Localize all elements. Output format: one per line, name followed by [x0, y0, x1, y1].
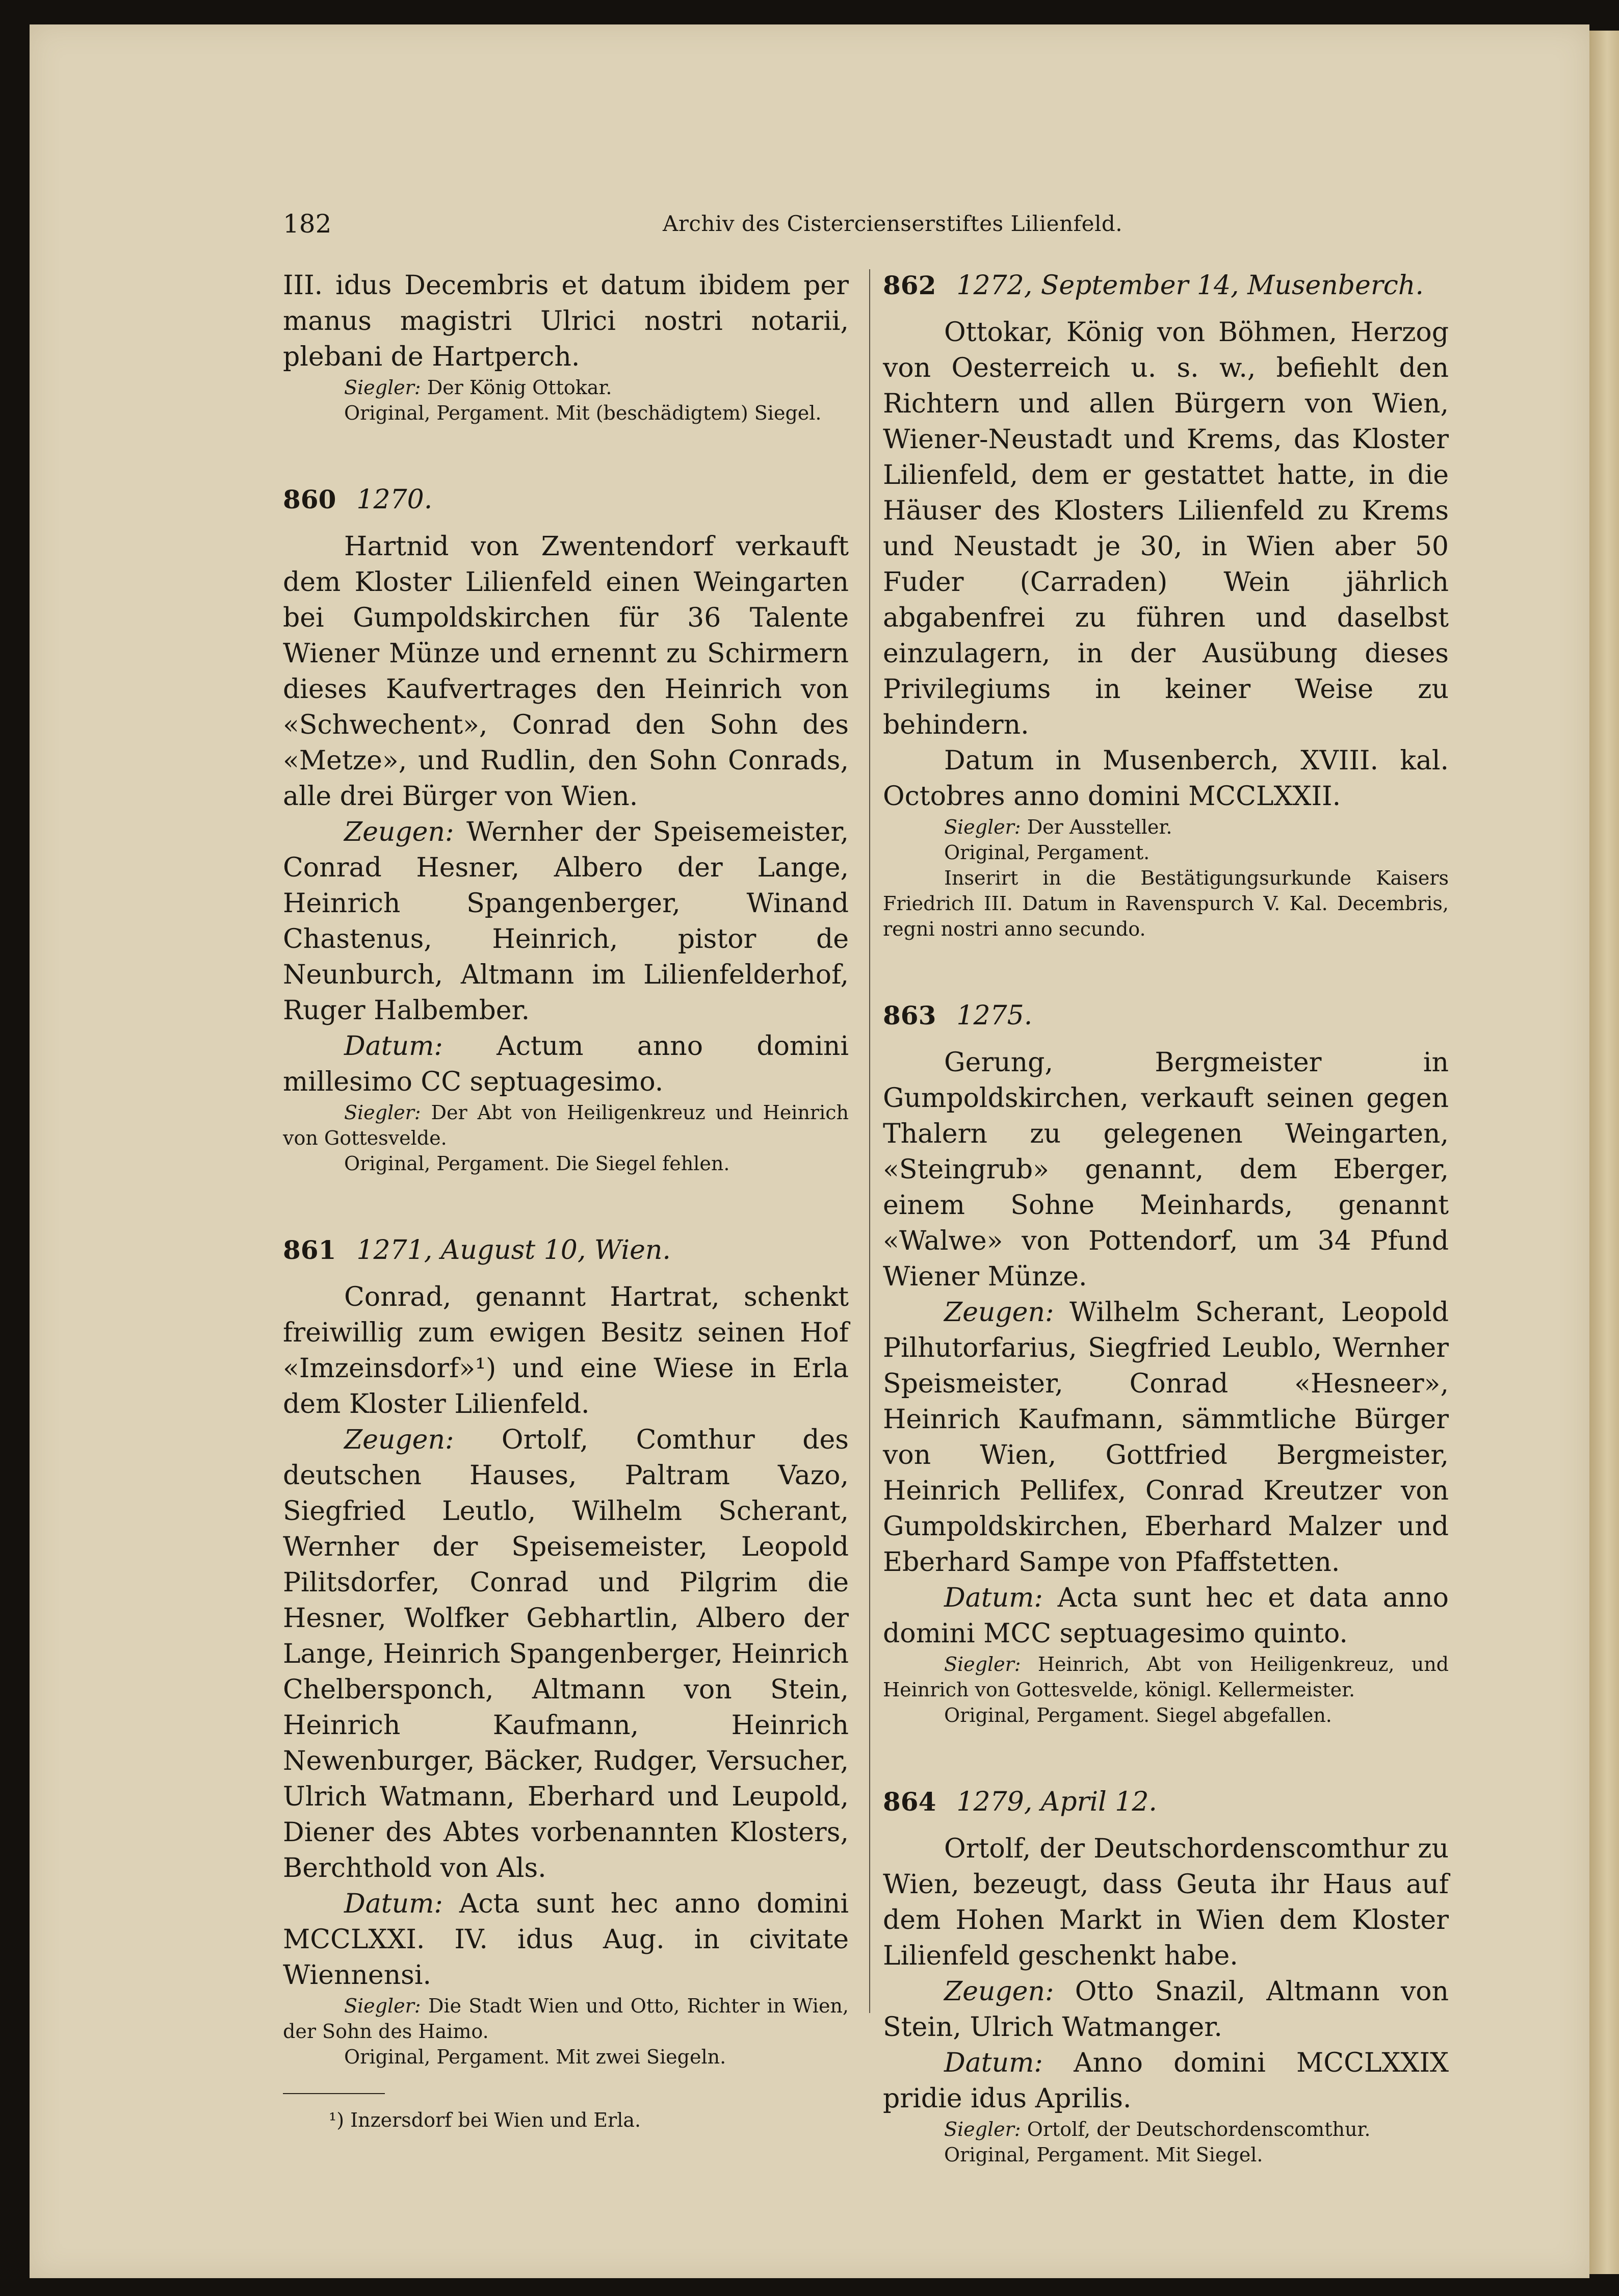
- entry-number: 861: [283, 1235, 336, 1265]
- entry-number: 860: [283, 484, 336, 514]
- running-title: Archiv des Cistercienserstiftes Lilienfeld.: [663, 211, 1123, 236]
- siegler-note: [283, 375, 849, 400]
- entry-date: 1275.: [956, 1000, 1033, 1031]
- datum-value: Acta sunt hec et data anno domini MCC septuagesimo quinto.: [883, 1583, 1449, 1649]
- datum-value: Actum anno domini millesimo CC septuagesimo.: [283, 1031, 849, 1097]
- zeugen-value: Wilhelm Scherant, Leopold Pilhutorfarius, Siegfried Leublo, Wernher Speismeister, Conrad «Hesneer», Heinrich Kaufmann, sämmtliche Bürger von Wien, Gottfried Bergmeister, Heinrich Pellifex, Conrad Kreutzer von Gumpoldskirchen, Eberhard Malzer und Eberhard Sampe von Pfaffstetten.: [883, 1297, 1449, 1578]
- entry-heading: [283, 482, 849, 518]
- zeugen-value: Wernher der Speisemeister, Conrad Hesner, Albero der Lange, Heinrich Spangenberger, Winand Chastenus, Heinrich, pistor de Neunburch, Altmann im Lilienfelderhof, Ruger Halbember.: [283, 817, 849, 1026]
- siegler-value: Die Stadt Wien und Otto, Richter in Wien, der Sohn des Haimo.: [283, 1995, 849, 2043]
- siegler-note: [883, 2117, 1449, 2142]
- original-note: Original, Pergament. Mit (beschädigtem) Siegel.: [344, 402, 822, 424]
- entry-text: Gerung, Bergmeister in Gumpoldskirchen, verkauft seinen gegen Thalern zu gelegenen Weingarten, «Steingrub» genannt, dem Eberger, einem Sohne Meinhards, genannt «Walwe» von Pottendorf, um 34 Pfund Wiener Münze.: [883, 1047, 1449, 1292]
- entry-text: Ortolf, der Deutschordenscomthur zu Wien, bezeugt, dass Geuta ihr Haus auf dem Hohen Markt in Wien dem Kloster Lilienfeld geschenkt habe.: [883, 1834, 1449, 1971]
- datum-paragraph: Datum in Musenberch, XVIII. kal. Octobres anno domini MCCLXXII.: [883, 745, 1449, 812]
- datum-value: Anno domini MCCLXXIX pridie idus Aprilis.: [883, 2048, 1449, 2114]
- siegler-value: Ortolf, der Deutschordenscomthur.: [1021, 2118, 1371, 2140]
- siegler-note: [283, 1100, 849, 1151]
- entry-number: 863: [883, 1000, 936, 1030]
- entry-number: 864: [883, 1787, 936, 1817]
- column-divider: [869, 269, 870, 2013]
- entry-heading: [883, 268, 1449, 303]
- footnote: ¹) Inzersdorf bei Wien und Erla.: [329, 2109, 641, 2131]
- datum-paragraph: [283, 1886, 849, 1993]
- entry-860: [283, 482, 849, 1176]
- datum-paragraph: [883, 2045, 1449, 2117]
- entry-continued: [283, 268, 849, 426]
- siegler-note: [883, 1652, 1449, 1702]
- original-note: Original, Pergament. Siegel abgefallen.: [944, 1704, 1332, 1726]
- siegler-value: Der Aussteller.: [1021, 816, 1172, 838]
- entry-864: [883, 1784, 1449, 2168]
- siegler-value: Heinrich, Abt von Heiligenkreuz, und Heinrich von Gottesvelde, königl. Kellermeister.: [883, 1653, 1449, 1701]
- page-edge: [1589, 31, 1619, 2274]
- zeugen-label: Zeugen:: [344, 1425, 454, 1455]
- siegler-value: Der Abt von Heiligenkreuz und Heinrich von Gottesvelde.: [283, 1101, 849, 1149]
- datum-value: Acta sunt hec anno domini MCCLXXI. IV. idus Aug. in civitate Wiennensi.: [283, 1889, 849, 1991]
- siegler-note: [883, 814, 1449, 840]
- zeugen-value: Ortolf, Comthur des deutschen Hauses, Paltram Vazo, Siegfried Leutlo, Wilhelm Scherant, Wernher der Speisemeister, Leopold Pilitsdorfer, Conrad und Pilgrim die Hesner, Wolfker Gebhartlin, Albero der Lange, Heinrich Spangenberger, Heinrich Chelbersponch, Altmann von Stein, Heinrich Kaufmann, Heinrich Newenburger, Bäcker, Rudger, Versucher, Ulrich Watmann, Eberhard und Leupold, Diener des Abtes vorbenannten Klosters, Berchthold von Als.: [283, 1425, 849, 1884]
- entry-heading: [883, 1784, 1449, 1820]
- siegler-note: [283, 1993, 849, 2044]
- entry-date: 1271, August 10, Wien.: [356, 1235, 671, 1266]
- page-number: 182: [283, 209, 332, 239]
- datum-label: Datum:: [344, 1031, 443, 1062]
- datum-paragraph: [883, 1580, 1449, 1652]
- entry-heading: [283, 1232, 849, 1268]
- datum-paragraph: [283, 1028, 849, 1100]
- siegler-label: Siegler:: [344, 1101, 421, 1124]
- datum-label: Datum:: [944, 1583, 1043, 1613]
- left-column: [283, 268, 849, 2133]
- footnote-rule: [283, 2093, 385, 2094]
- siegler-label: Siegler:: [944, 1653, 1021, 1675]
- siegler-label: Siegler:: [344, 1995, 421, 2017]
- entry-text: Ottokar, König von Böhmen, Herzog von Oesterreich u. s. w., befiehlt den Richtern und allen Bürgern von Wien, Wiener-Neustadt und Krems, das Kloster Lilienfeld, dem er gestattet hatte, in die Häuser des Klosters Lilienfeld zu Krems und Neustadt je 30, in Wien aber 50 Fuder (Carraden) Wein jährlich abgabenfrei zu führen und daselbst einzulagern, in der Ausübung dieses Privilegiums in keiner Weise zu behindern.: [883, 317, 1449, 740]
- zeugen-label: Zeugen:: [344, 817, 454, 847]
- right-column: [883, 268, 1449, 2168]
- entry-date: 1279, April 12.: [956, 1787, 1157, 1817]
- zeugen-paragraph: [283, 814, 849, 1028]
- original-note: Original, Pergament. Mit zwei Siegeln.: [344, 2046, 726, 2068]
- inserirt-note: Inserirt in die Bestätigungsurkunde Kaisers Friedrich III. Datum in Ravenspurch V. Kal. Decembris, regni nostri anno secundo.: [883, 867, 1449, 940]
- siegler-label: Siegler:: [344, 376, 421, 399]
- zeugen-paragraph: [883, 1295, 1449, 1580]
- siegler-label: Siegler:: [944, 816, 1021, 838]
- original-note: Original, Pergament. Die Siegel fehlen.: [344, 1152, 730, 1175]
- entry-text: Conrad, genannt Hartrat, schenkt freiwillig zum ewigen Besitz seinen Hof «Imzeinsdorf»¹) und eine Wiese in Erla dem Kloster Lilienfeld.: [283, 1282, 849, 1420]
- original-note: Original, Pergament.: [944, 841, 1150, 864]
- zeugen-value: Otto Snazil, Altmann von Stein, Ulrich Watmanger.: [883, 1976, 1449, 2043]
- entry-862: [883, 268, 1449, 942]
- entry-heading: [883, 998, 1449, 1034]
- running-head: [283, 209, 1517, 245]
- siegler-value: Der König Ottokar.: [421, 376, 612, 399]
- entry-863: [883, 998, 1449, 1728]
- entry-text: III. idus Decembris et datum ibidem per manus magistri Ulrici nostri notarii, plebani de Hartperch.: [283, 270, 849, 372]
- datum-label: Datum:: [344, 1889, 443, 1919]
- original-note: Original, Pergament. Mit Siegel.: [944, 2144, 1263, 2166]
- zeugen-label: Zeugen:: [944, 1297, 1054, 1328]
- entry-text: Hartnid von Zwentendorf verkauft dem Kloster Lilienfeld einen Weingarten bei Gumpoldskirchen für 36 Talente Wiener Münze und ernennt zu Schirmern dieses Kaufvertrages den Heinrich von «Schwechent», Conrad den Sohn des «Metze», und Rudlin, den Sohn Conrads, alle drei Bürger von Wien.: [283, 531, 849, 812]
- entry-number: 862: [883, 270, 936, 300]
- datum-label: Datum:: [944, 2048, 1043, 2078]
- zeugen-paragraph: [283, 1422, 849, 1886]
- entry-date: 1272, September 14, Musenberch.: [956, 270, 1424, 301]
- zeugen-paragraph: [883, 1974, 1449, 2045]
- entry-861: [283, 1232, 849, 2070]
- entry-date: 1270.: [356, 484, 433, 515]
- siegler-label: Siegler:: [944, 2118, 1021, 2140]
- zeugen-label: Zeugen:: [944, 1976, 1054, 2007]
